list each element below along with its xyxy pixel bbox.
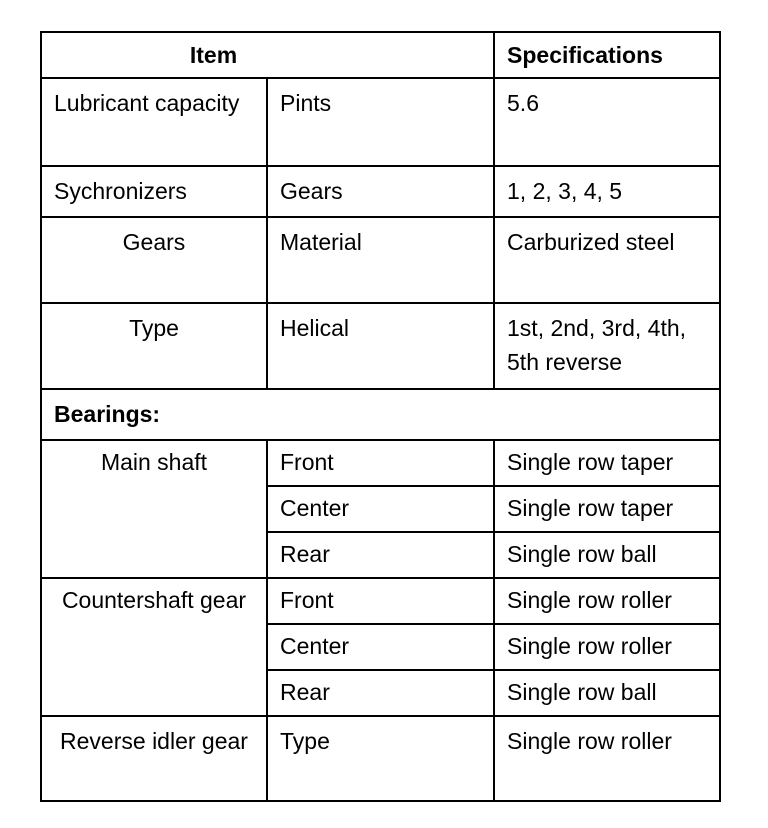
item-cell: Countershaft gear (41, 578, 267, 716)
sub-cell: Material (267, 217, 494, 303)
spec-cell: 1, 2, 3, 4, 5 (494, 166, 720, 217)
item-cell: Sychronizers (41, 166, 267, 217)
item-cell: Gears (41, 217, 267, 303)
table-row (41, 78, 720, 166)
bearings-row (41, 389, 720, 440)
sub-cell: Gears (267, 166, 494, 217)
spec-cell: 5.6 (494, 78, 720, 166)
spec-cell: Single row ball (494, 532, 720, 578)
item-cell: Main shaft (41, 440, 267, 578)
item-header: Item (41, 32, 494, 78)
header-row (41, 32, 720, 78)
item-cell: Reverse idler gear (41, 716, 267, 801)
spec-cell: Carburized steel (494, 217, 720, 303)
sub-cell: Rear (267, 670, 494, 716)
spec-cell: Single row taper (494, 486, 720, 532)
table-row (41, 303, 720, 389)
specifications-table (40, 31, 721, 802)
table-row (41, 217, 720, 303)
sub-cell: Rear (267, 532, 494, 578)
sub-cell: Helical (267, 303, 494, 389)
item-cell: Type (41, 303, 267, 389)
sub-cell: Center (267, 486, 494, 532)
bearings-label: Bearings: (41, 389, 720, 440)
sub-cell: Front (267, 578, 494, 624)
spec-cell: Single row ball (494, 670, 720, 716)
sub-cell: Center (267, 624, 494, 670)
table-row (41, 166, 720, 217)
spec-cell: Single row roller (494, 624, 720, 670)
table-row (41, 578, 720, 624)
table-row (41, 440, 720, 486)
spec-cell: Single row roller (494, 578, 720, 624)
sub-cell: Pints (267, 78, 494, 166)
table-row (41, 716, 720, 801)
sub-cell: Type (267, 716, 494, 801)
spec-cell: Single row roller (494, 716, 720, 801)
spec-cell: Single row taper (494, 440, 720, 486)
item-cell: Lubricant capacity (41, 78, 267, 166)
spec-cell: 1st, 2nd, 3rd, 4th, 5th reverse (494, 303, 720, 389)
specifications-header: Specifications (494, 32, 720, 78)
sub-cell: Front (267, 440, 494, 486)
